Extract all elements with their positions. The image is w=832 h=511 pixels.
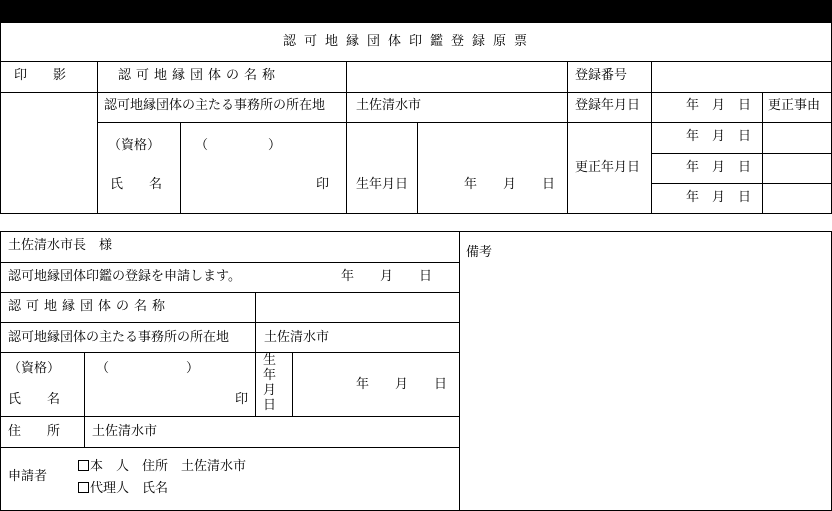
qualification-open-paren: （: [195, 138, 209, 153]
seal-impression-label: 印 影: [14, 68, 67, 83]
applicant-label: 申請者: [8, 469, 48, 484]
application-group-name-label: 認可地縁団体の名称: [8, 299, 171, 314]
seal-mark: 印: [316, 177, 330, 192]
group-name-label: 認可地縁団体の名称: [118, 68, 281, 83]
request-date: 年 月 日: [341, 269, 433, 284]
qualification-label: （資格）: [108, 138, 161, 153]
qualification-close-paren: ）: [268, 138, 282, 153]
application-group-name-value[interactable]: [257, 294, 457, 321]
application-birth-date-label: 生年月日: [263, 353, 277, 413]
change-date-value-2: 年 月 日: [686, 160, 752, 175]
application-qualification-open-paren: （: [96, 361, 110, 376]
form-title: 認可地縁団体印鑑登録原票: [283, 34, 536, 49]
checkbox-self[interactable]: [78, 460, 89, 471]
registration-date-label: 登録年月日: [575, 98, 641, 113]
group-name-value[interactable]: [348, 63, 566, 91]
registration-date-value: 年 月 日: [686, 98, 752, 113]
office-address-value: 土佐清水市: [356, 98, 422, 113]
birth-date-label: 生年月日: [356, 177, 409, 192]
request-text: 認可地縁団体印鑑の登録を申請します。: [8, 269, 241, 284]
registration-number-value[interactable]: [653, 63, 830, 91]
applicant-option-agent[interactable]: 代理人 氏名: [78, 481, 168, 497]
application-person-name-label: 氏 名: [8, 392, 61, 407]
remarks-label: 備考: [466, 245, 493, 260]
checkbox-agent[interactable]: [78, 482, 89, 493]
registration-number-label: 登録番号: [575, 68, 628, 83]
residence-label: 住 所: [8, 424, 61, 439]
change-date-label: 更正年月日: [575, 160, 641, 175]
change-date-value-3: 年 月 日: [686, 190, 752, 205]
application-address-value: 土佐清水市: [264, 330, 330, 345]
application-seal-mark: 印: [235, 392, 249, 407]
application-qualification-label: （資格）: [8, 361, 61, 376]
application-address-label: 認可地縁団体の主たる事務所の所在地: [8, 330, 230, 345]
change-date-value-1: 年 月 日: [686, 129, 752, 144]
application-birth-date-value: 年 月 日: [356, 377, 448, 392]
residence-value: 土佐清水市: [92, 424, 158, 439]
recipient: 土佐清水市長 様: [8, 238, 113, 253]
applicant-option-self[interactable]: 本 人 住所 土佐清水市: [78, 459, 246, 475]
office-address-label: 認可地縁団体の主たる事務所の所在地: [104, 98, 326, 113]
birth-date-value: 年 月 日: [464, 177, 556, 192]
change-reason-label: 更正事由: [768, 98, 821, 113]
header-band: [0, 0, 832, 22]
person-name-label: 氏 名: [110, 177, 163, 192]
application-qualification-close-paren: ）: [186, 361, 200, 376]
